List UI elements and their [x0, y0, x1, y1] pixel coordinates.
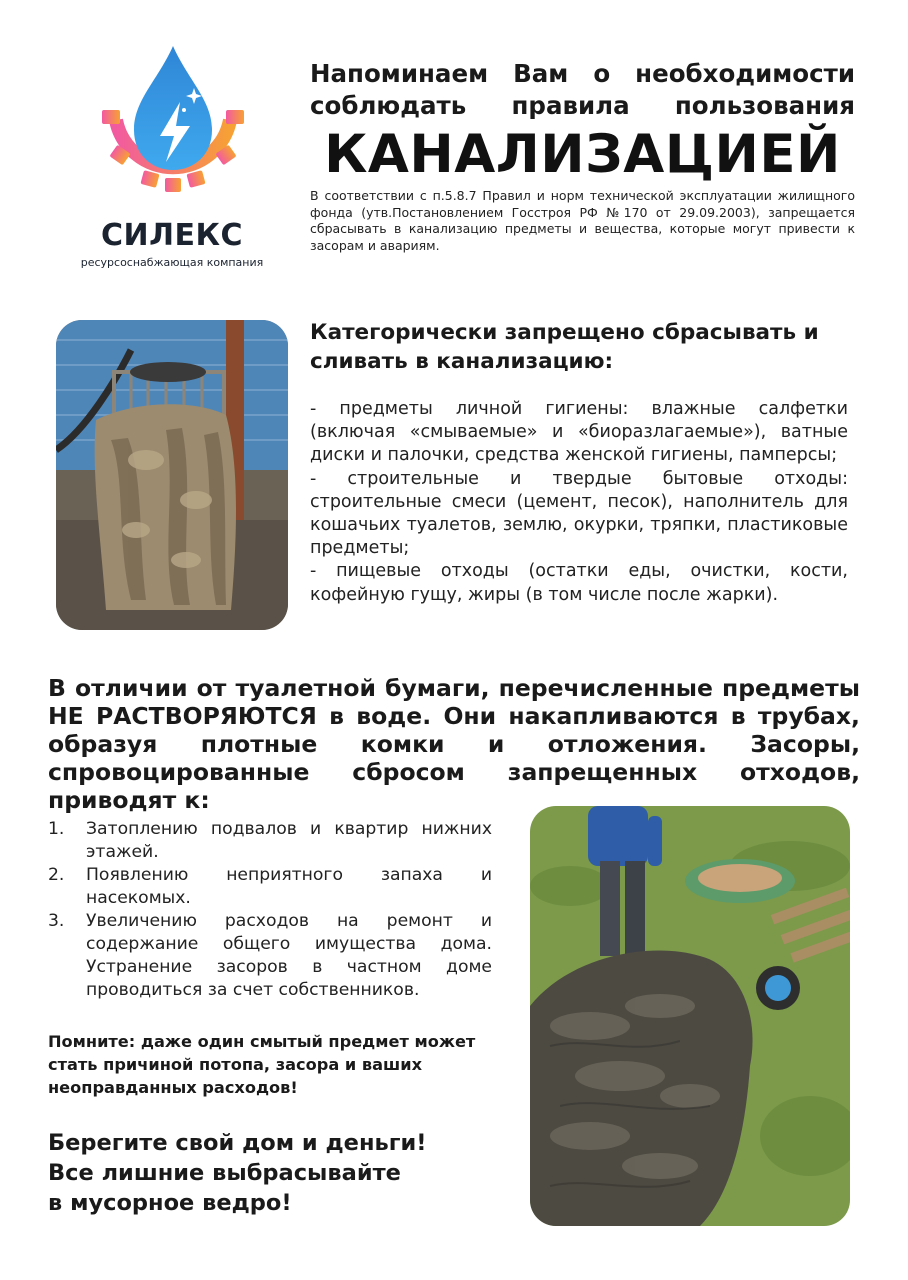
sewage-debris-photo: [530, 806, 850, 1226]
header-title: КАНАЛИЗАЦИЕЙ: [324, 124, 841, 185]
consequences-list: [48, 818, 492, 1002]
prohibited-section: [310, 318, 848, 607]
list-item-number: 1.: [48, 819, 65, 839]
closing-line-1: Берегите свой дом и деньги!: [48, 1130, 427, 1156]
header-line-2: соблюдать правила пользования: [310, 91, 855, 120]
closing-line-2: Все лишние выбрасывайте: [48, 1160, 401, 1186]
header-line-1: Напоминаем Вам о необходимости: [310, 59, 855, 88]
company-subtitle: ресурсоснабжающая компания: [80, 256, 264, 269]
warning-paragraph: В отличии от туалетной бумаги, перечисленные предметы НЕ РАСТВОРЯЮТСЯ в воде. Они накапливаются в трубах, образуя плотные комки и отложения. Засоры, спровоцированные сбросом запрещенных отходов, приводят к:: [48, 674, 860, 814]
list-item: [48, 818, 492, 864]
clogged-grate-photo: [56, 320, 288, 630]
prohibited-item: - пищевые отходы (остатки еды, очистки, кости, кофейную гущу, жиры (в том числе после жарки).: [310, 561, 848, 605]
list-item: [48, 910, 492, 1002]
prohibited-item: - строительные и твердые бытовые отходы: строительные смеси (цемент, песок), наполнитель для кошачьих туалетов, землю, окурки, тряпки, пластиковые предметы;: [310, 468, 848, 559]
list-item-number: 3.: [48, 911, 65, 931]
header: [310, 58, 855, 254]
prohibited-title: Категорически запрещено сбрасывать и сливать в канализацию:: [310, 320, 819, 374]
company-name: СИЛЕКС: [100, 218, 244, 253]
list-item-text: Затоплению подвалов и квартир нижних этажей.: [86, 819, 492, 862]
prohibited-item: - предметы личной гигиены: влажные салфетки (включая «смываемые» и «биоразлагаемые»), ватные диски и палочки, средства женской гигиены, памперсы;: [310, 399, 848, 466]
header-legal-note: В соответствии с п.5.8.7 Правил и норм технической эксплуатации жилищного фонда (утв.Постановлением Госстроя РФ №170 от 29.09.2003), запрещается сбрасывать в канализацию предметы и вещества, которые могут привести к засорам и авариям.: [310, 188, 855, 253]
prohibited-list: [310, 398, 848, 607]
list-item-text: Появлению неприятного запаха и насекомых.: [86, 865, 492, 908]
company-logo: [62, 40, 282, 275]
closing-slogan: [48, 1128, 508, 1218]
drop-gear-logo-icon: [98, 40, 248, 205]
remember-note: Помните: даже один смытый предмет может стать причиной потопа, засора и ваших неоправданных расходов!: [48, 1032, 476, 1097]
list-item: [48, 864, 492, 910]
list-item-number: 2.: [48, 865, 65, 885]
list-item-text: Увеличению расходов на ремонт и содержание общего имущества дома. Устранение засоров в частном доме проводиться за счет собственников.: [86, 911, 492, 1000]
closing-line-3: в мусорное ведро!: [48, 1190, 292, 1216]
